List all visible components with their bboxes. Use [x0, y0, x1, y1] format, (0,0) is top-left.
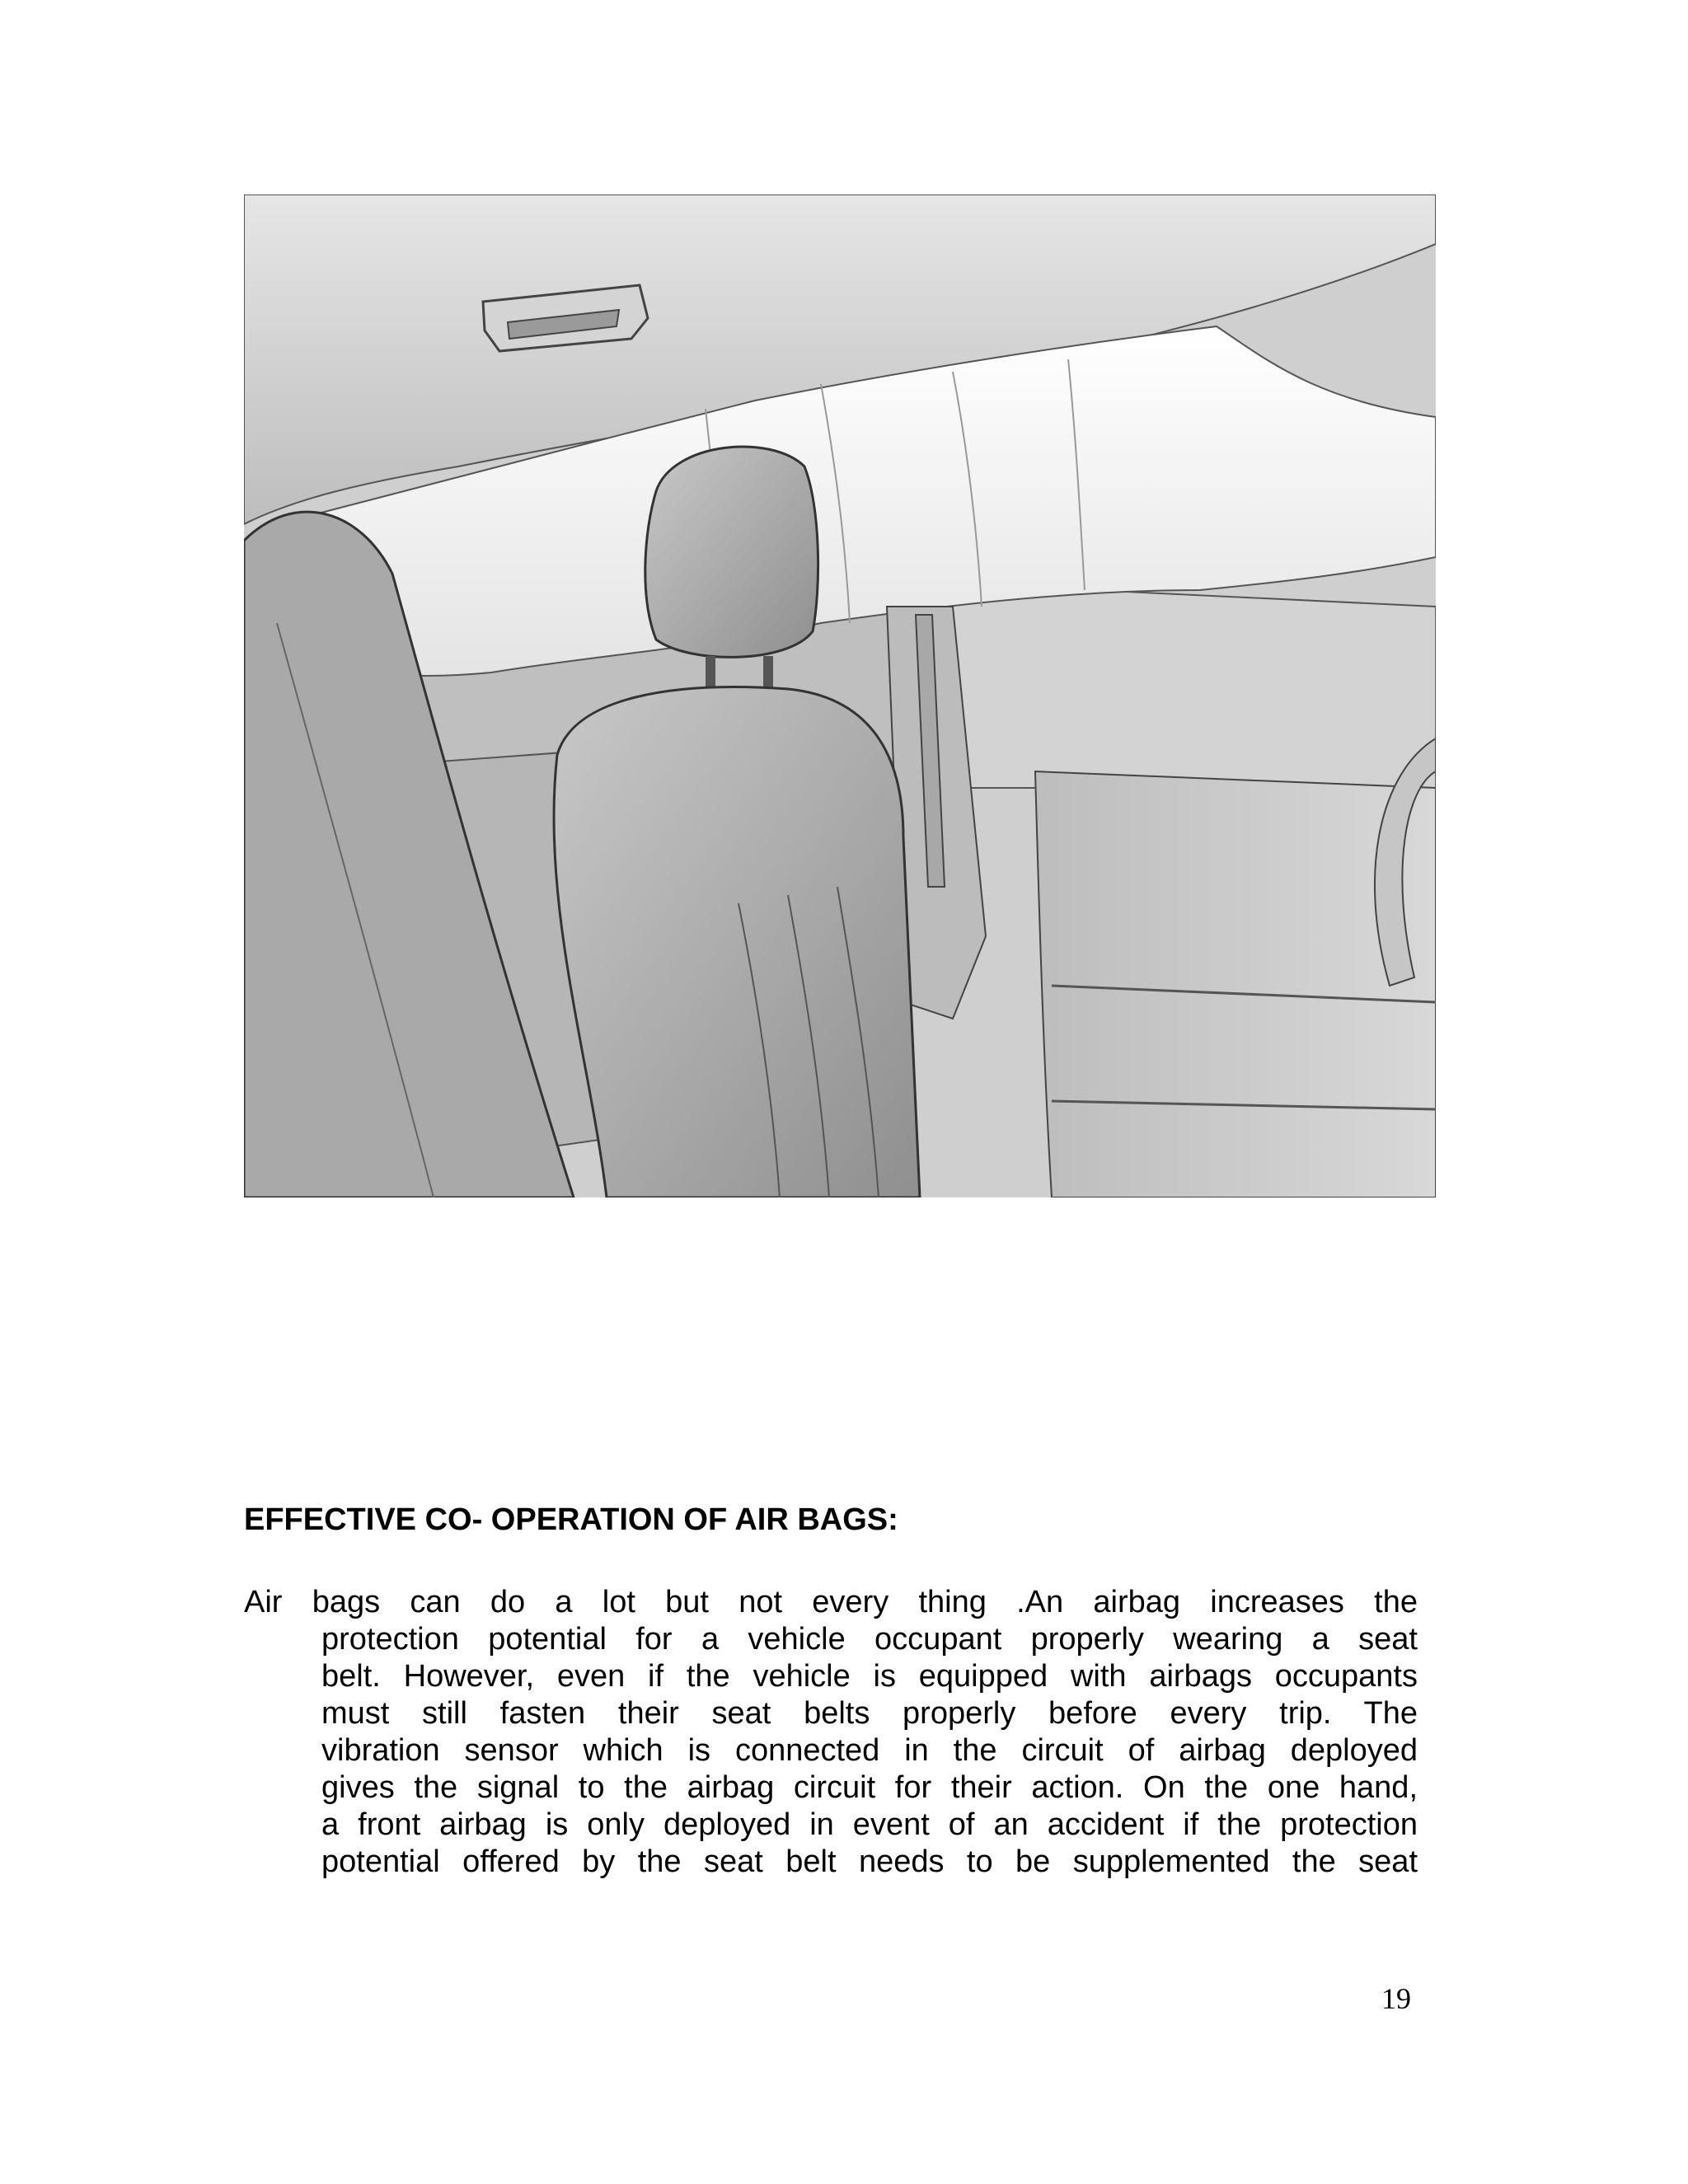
paragraph-line: a front airbag is only deployed in event of an accident if the protection: [321, 1807, 1418, 1842]
car-interior-airbag-icon: [244, 194, 1436, 1197]
paragraph-line: belt. However, even if the vehicle is equipped with airbags occupants: [321, 1659, 1418, 1694]
paragraph-line: potential offered by the seat belt needs to be supplemented the seat: [321, 1844, 1418, 1879]
paragraph-line: Air bags can do a lot but not every thing .An airbag increases the: [244, 1585, 1418, 1619]
car-interior-airbag-illustration: [244, 194, 1436, 1197]
section-heading: EFFECTIVE CO- OPERATION OF AIR BAGS:: [244, 1502, 898, 1537]
page-number: 19: [1381, 1982, 1411, 2015]
body-paragraph: [244, 1584, 1418, 1881]
paragraph-line: vibration sensor which is connected in the circuit of airbag deployed: [321, 1733, 1418, 1768]
paragraph-line: must still fasten their seat belts properly before every trip. The: [321, 1696, 1418, 1731]
paragraph-line: gives the signal to the airbag circuit for their action. On the one hand,: [321, 1770, 1418, 1805]
paragraph-line: protection potential for a vehicle occupant properly wearing a seat: [321, 1622, 1418, 1657]
